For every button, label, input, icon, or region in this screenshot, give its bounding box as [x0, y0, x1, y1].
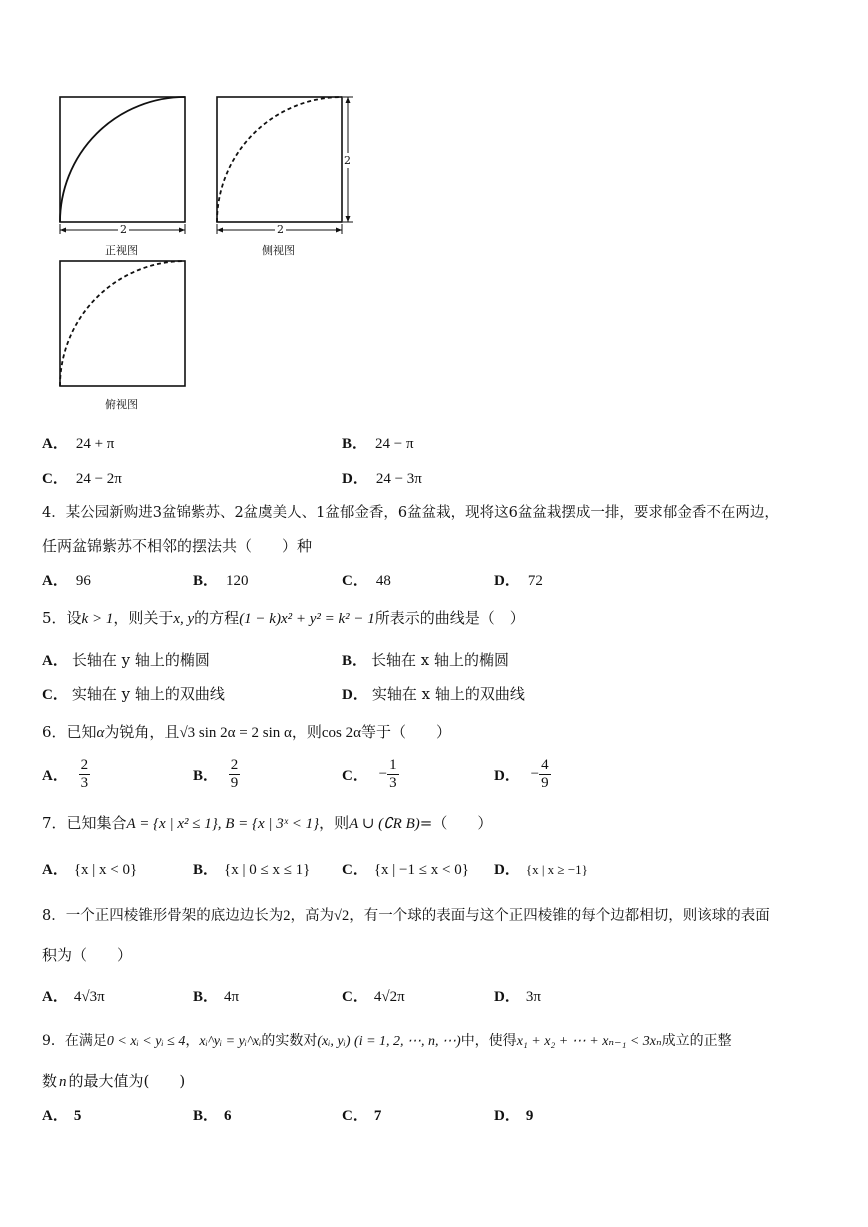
front-view-caption: 正视图: [105, 244, 138, 257]
option-value: 4π: [224, 989, 240, 1005]
option-value: 实轴在 y 轴上的双曲线: [71, 685, 225, 703]
stem-math: n: [59, 1074, 67, 1090]
option-value: 实轴在 x 轴上的双曲线: [371, 685, 525, 703]
option-value: 3π: [525, 989, 541, 1005]
option-label: B．: [342, 436, 368, 452]
fraction: [229, 757, 241, 792]
option-label: D．: [342, 471, 368, 487]
dim-front-width: 2: [120, 223, 127, 236]
q9-option-d[interactable]: [494, 1104, 533, 1125]
stem-text: 9．在满足: [42, 1033, 107, 1049]
option-label: B．: [193, 862, 219, 878]
option-value: {x | x < 0}: [73, 862, 138, 878]
option-label: A．: [42, 573, 68, 589]
option-label: D．: [494, 1108, 520, 1124]
q8-stem-line1: [42, 904, 770, 925]
stem-math: √3 sin 2α = 2 sin α: [179, 725, 292, 741]
option-value: {x | x ≥ −1}: [525, 862, 588, 877]
q5-stem: [42, 607, 525, 628]
stem-text: 7．已知集合: [42, 814, 127, 832]
option-value: 4√3π: [73, 989, 105, 1005]
numerator: 1: [389, 757, 397, 773]
option-label: C．: [342, 862, 368, 878]
q6-option-c[interactable]: [342, 757, 399, 792]
option-label: D．: [494, 768, 520, 784]
denominator: 9: [230, 775, 239, 791]
stem-math: A ∪ (∁R B): [349, 816, 420, 832]
option-value: 长轴在 y 轴上的椭圆: [71, 651, 210, 669]
stem-text: 中，使得: [460, 1033, 517, 1049]
option-label: C．: [342, 573, 368, 589]
q6-option-b[interactable]: [193, 757, 240, 792]
stem-math: x, y: [173, 611, 195, 627]
stem-text: 的方程: [194, 609, 240, 627]
q5-option-b[interactable]: [342, 649, 509, 670]
option-label: D．: [494, 862, 520, 878]
stem-math: α: [96, 725, 105, 741]
q8-option-d[interactable]: [494, 985, 541, 1006]
fraction: [79, 757, 91, 792]
stem-text: 的实数对: [261, 1033, 318, 1049]
q8-option-c[interactable]: [342, 985, 405, 1006]
q3-option-c[interactable]: [42, 467, 122, 488]
stem-math: 0 < xᵢ < yᵢ ≤ 4: [106, 1034, 186, 1049]
option-label: B．: [342, 653, 368, 669]
side-view-caption: 侧视图: [262, 244, 295, 257]
q3-option-d[interactable]: [342, 467, 422, 488]
stem-text: ，则: [291, 723, 322, 741]
q5-option-c[interactable]: [42, 683, 225, 704]
option-value: 5: [73, 1108, 82, 1124]
stem-math: cos 2α: [321, 725, 361, 741]
three-view-figure: [0, 0, 868, 420]
option-value: 7: [373, 1108, 382, 1124]
option-label: C．: [42, 687, 68, 703]
stem-math: xᵢ^yᵢ = yᵢ^xᵢ: [199, 1034, 262, 1049]
q6-stem: [42, 721, 451, 742]
q3-option-b[interactable]: [342, 432, 414, 453]
minus-sign: −: [530, 766, 540, 782]
option-value: 4√2π: [373, 989, 405, 1005]
option-label: B．: [193, 1108, 219, 1124]
dim-side-width: 2: [277, 223, 284, 236]
stem-math: (xᵢ, yᵢ) (i = 1, 2, ⋯, n, ⋯): [317, 1034, 461, 1049]
stem-text: 6．已知: [42, 723, 97, 741]
stem-text: 等于（ ）: [360, 723, 451, 741]
option-value: 24 − 2π: [75, 471, 122, 487]
option-label: D．: [494, 573, 520, 589]
q7-stem: [42, 812, 492, 833]
option-label: A．: [42, 436, 68, 452]
option-label: D．: [342, 687, 368, 703]
q7-option-b[interactable]: [193, 858, 310, 879]
option-value: 72: [527, 573, 543, 589]
q4-option-d[interactable]: [494, 569, 543, 590]
option-label: A．: [42, 862, 68, 878]
side-view: [217, 97, 353, 234]
option-value: {x | 0 ≤ x ≤ 1}: [224, 862, 311, 878]
option-label: A．: [42, 989, 68, 1005]
option-value: 120: [226, 573, 249, 589]
stem-math: (1 − k)x² + y² = k² − 1: [239, 611, 375, 627]
option-label: A．: [42, 653, 68, 669]
numerator: 2: [230, 757, 239, 773]
stem-text: 所表示的曲线是（ ）: [374, 609, 525, 627]
option-label: C．: [342, 1108, 368, 1124]
q9-option-a[interactable]: [42, 1104, 81, 1125]
top-view: [60, 261, 185, 386]
q7-option-d[interactable]: [494, 858, 588, 879]
q6-option-a[interactable]: [42, 757, 90, 792]
q7-option-c[interactable]: [342, 858, 469, 879]
denominator: 3: [389, 775, 397, 791]
q4-option-a[interactable]: [42, 569, 91, 590]
stem-text: 的最大值为( ): [68, 1072, 186, 1090]
stem-text: ，有一个球的表面与这个正四棱锥的每个边都相切，则该球的表面: [349, 908, 770, 924]
stem-text: =（ ）: [419, 814, 493, 832]
denominator: 9: [541, 775, 549, 791]
fraction: [539, 757, 551, 792]
q3-option-a[interactable]: [42, 432, 114, 453]
stem-text: 8．一个正四棱锥形骨架的底边边长为: [42, 908, 284, 924]
q8-option-b[interactable]: [193, 985, 239, 1006]
stem-text: ，: [185, 1033, 200, 1049]
option-value: 48: [375, 573, 391, 589]
option-label: B．: [193, 573, 219, 589]
option-value: 9: [525, 1108, 534, 1124]
dim-side-height: 2: [344, 154, 351, 167]
stem-text: ，则: [319, 814, 350, 832]
stem-math: x₁ + x₂ + ⋯ + xₙ₋₁ < 3xₙ: [516, 1034, 662, 1049]
option-label: A．: [42, 768, 68, 784]
stem-text: 成立的正整: [661, 1033, 732, 1049]
option-value: {x | −1 ≤ x < 0}: [373, 862, 469, 878]
q8-option-a[interactable]: [42, 985, 105, 1006]
q9-option-b[interactable]: [193, 1104, 232, 1125]
minus-sign: −: [378, 766, 388, 782]
numerator: 4: [541, 757, 549, 773]
stem-math: √2: [333, 908, 350, 924]
denominator: 3: [80, 775, 89, 791]
stem-text: 数: [42, 1072, 58, 1090]
q9-option-c[interactable]: [342, 1104, 381, 1125]
q5-option-a[interactable]: [42, 649, 210, 670]
option-value: 24 − 3π: [375, 471, 422, 487]
stem-text: 5．设: [42, 609, 82, 627]
q7-option-a[interactable]: [42, 858, 137, 879]
q4-stem-line1: 4．某公园新购进3盆锦紫苏、2盆虞美人、1盆郁金香，6盆盆栽，现将这6盆盆栽摆成一排，要求郁金香不在两边，: [42, 505, 779, 521]
q4-option-c[interactable]: [342, 569, 391, 590]
option-label: A．: [42, 1108, 68, 1124]
stem-text: ，高为: [290, 908, 334, 924]
top-view-caption: 俯视图: [105, 398, 138, 411]
option-label: B．: [193, 768, 219, 784]
q4-option-b[interactable]: [193, 569, 249, 590]
option-value: 24 + π: [75, 436, 115, 452]
stem-math: 2: [283, 908, 291, 924]
q8-stem-line2: 积为（ ）: [42, 946, 133, 964]
q6-option-d[interactable]: [494, 757, 551, 792]
stem-text: 为锐角，且: [104, 723, 180, 741]
option-label: C．: [342, 989, 368, 1005]
q5-option-d[interactable]: [342, 683, 525, 704]
q9-stem-line1: [42, 1030, 732, 1050]
option-label: D．: [494, 989, 520, 1005]
q9-stem-line2: [42, 1070, 185, 1091]
front-view: [60, 97, 185, 234]
option-label: B．: [193, 989, 219, 1005]
option-label: C．: [342, 768, 368, 784]
numerator: 2: [80, 757, 89, 773]
fraction: [387, 757, 399, 792]
q4-stem-line2: 任两盆锦紫苏不相邻的摆法共（ ）种: [42, 537, 313, 555]
stem-math: A = {x | x² ≤ 1}, B = {x | 3ˣ < 1}: [126, 816, 320, 832]
option-label: C．: [42, 471, 68, 487]
option-value: 6: [224, 1108, 232, 1124]
stem-text: ，则关于: [113, 609, 174, 627]
option-value: 96: [75, 573, 91, 589]
option-value: 24 − π: [375, 436, 414, 452]
option-value: 长轴在 x 轴上的椭圆: [371, 651, 510, 669]
stem-math: k > 1: [81, 611, 114, 627]
